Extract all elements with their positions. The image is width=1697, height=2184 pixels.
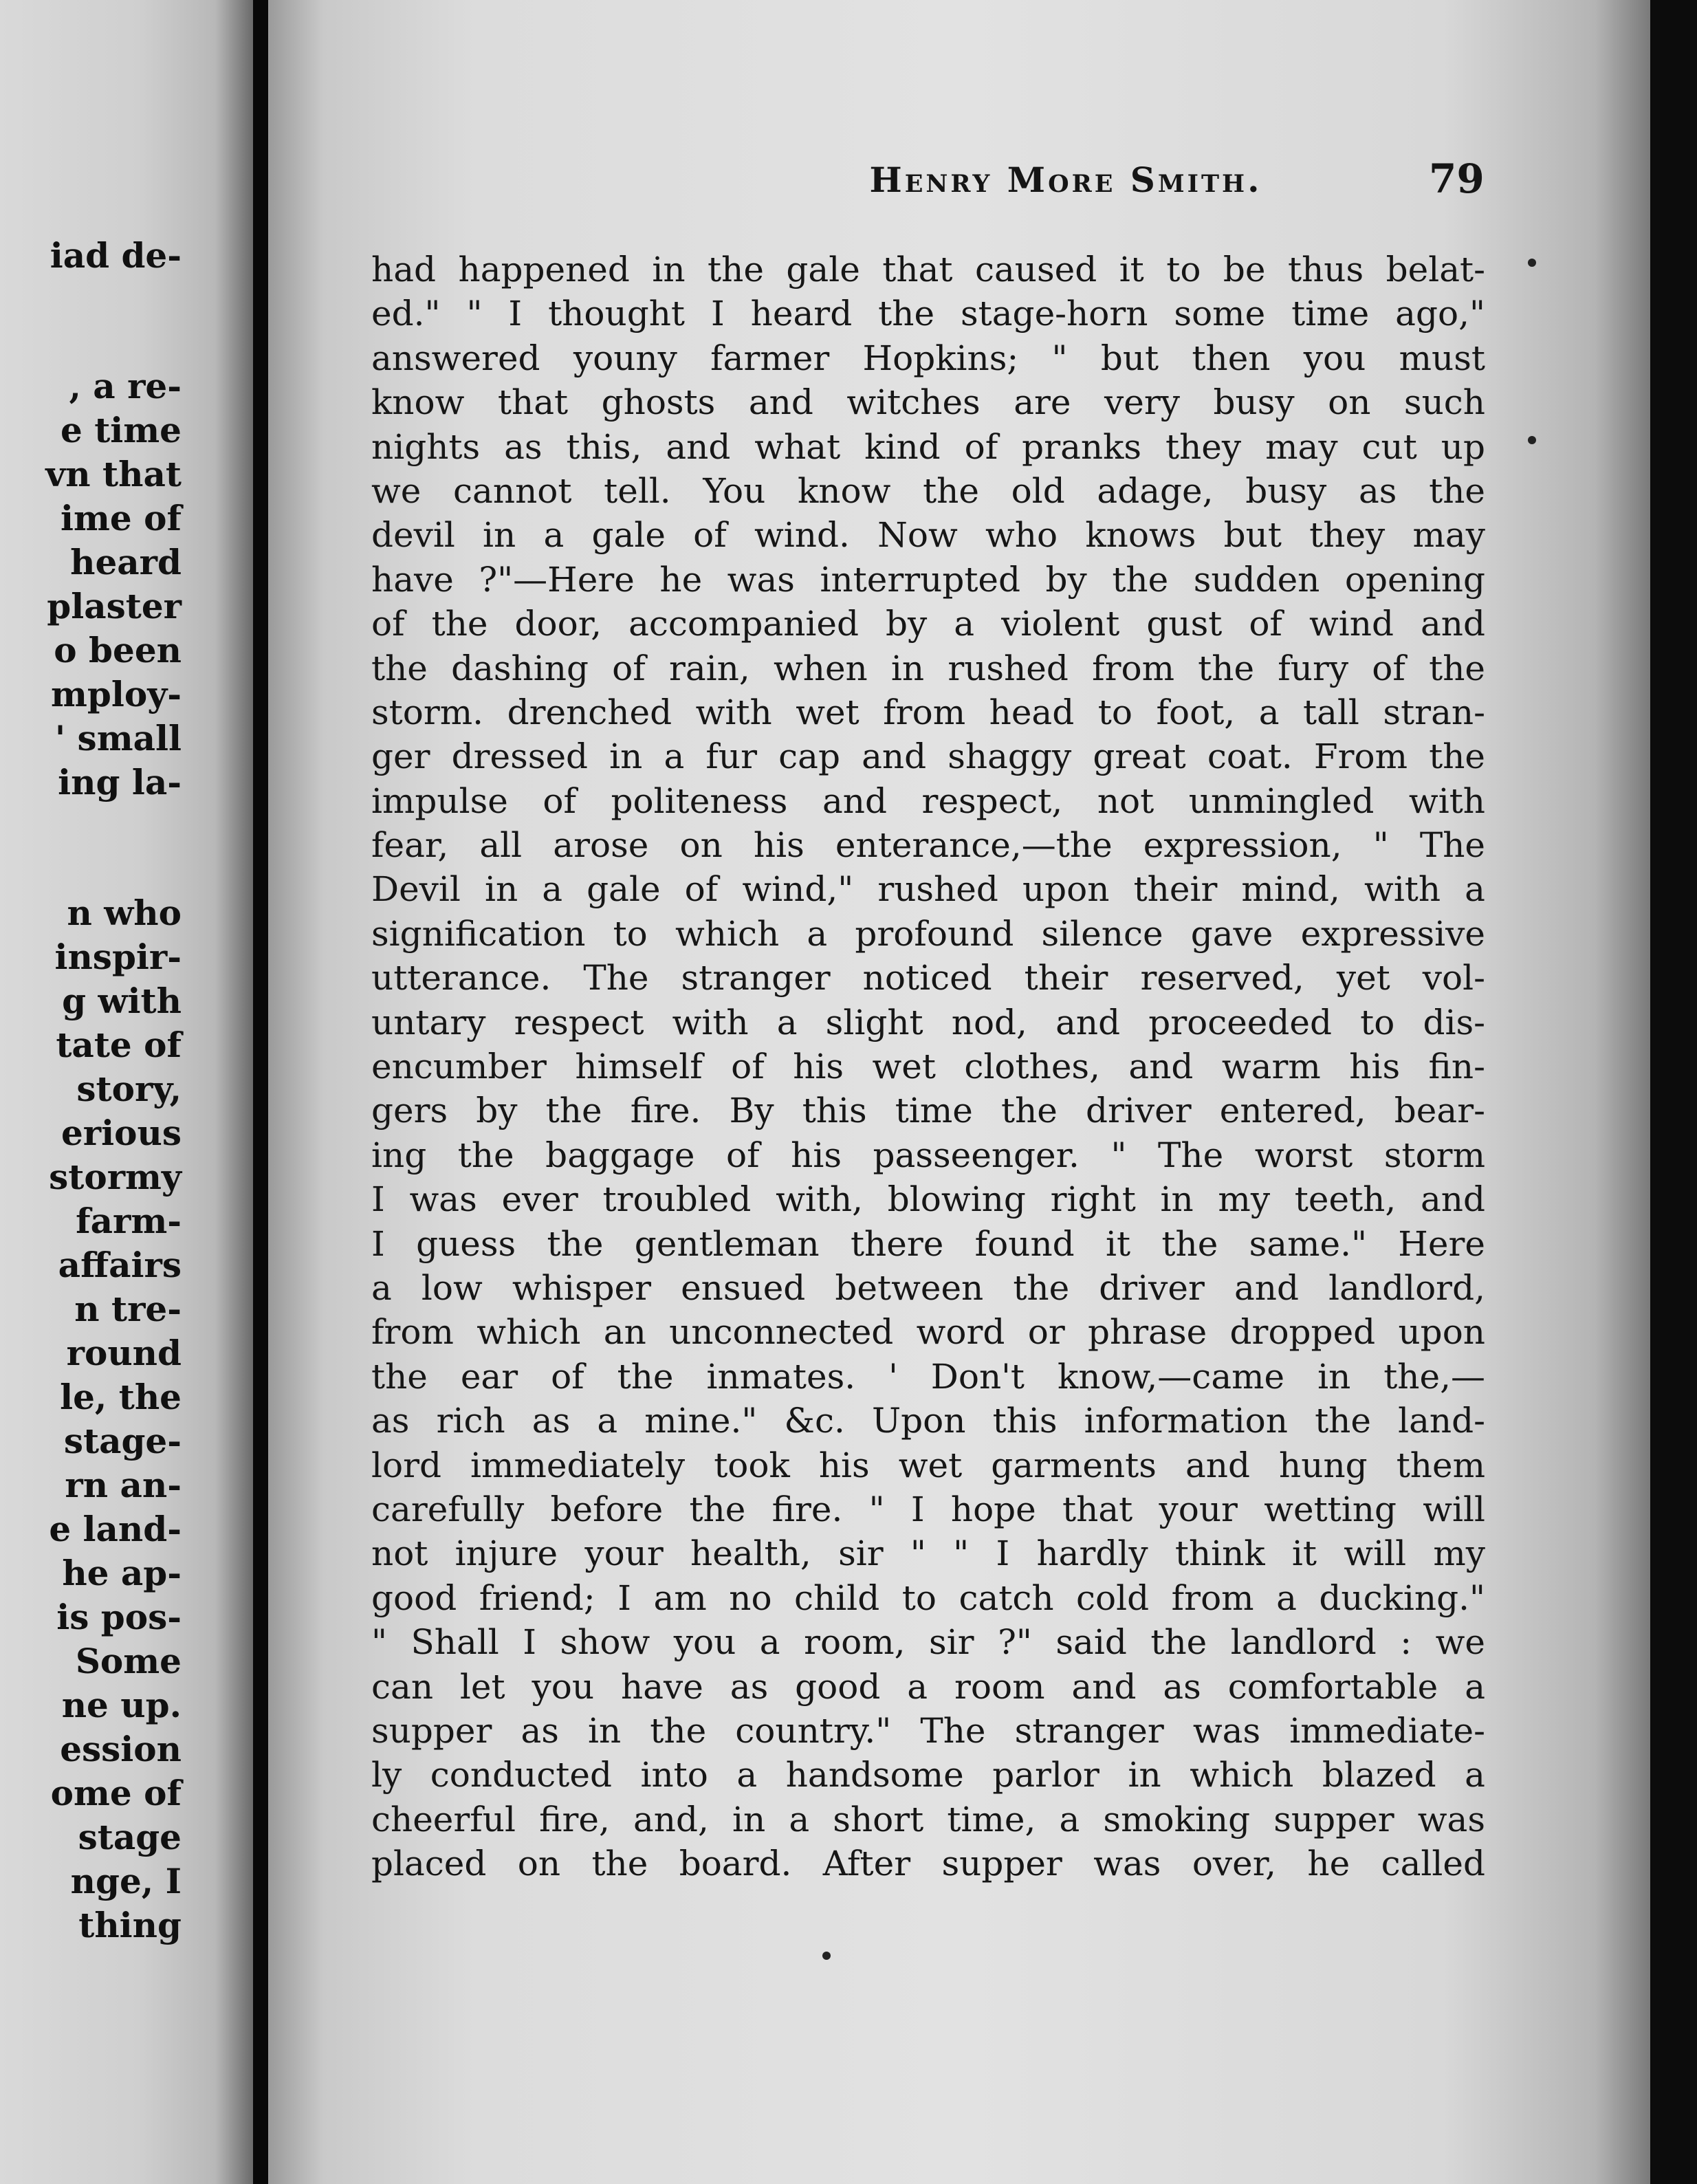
text-line: cheerful fire, and, in a short time, a smoking supper was xyxy=(371,1799,1485,1839)
right-margin-edge xyxy=(1650,0,1697,2184)
text-line: we cannot tell. You know the old adage, busy as the xyxy=(371,470,1485,511)
text-line: ed." " I thought I heard the stage-horn some time ago," xyxy=(371,294,1485,334)
left-page-line: Some xyxy=(75,1641,182,1681)
text-line: the dashing of rain, when in rushed from the fury of the xyxy=(371,648,1485,688)
ink-speck xyxy=(822,1952,831,1960)
left-page-line: le, the xyxy=(60,1377,182,1417)
left-page-line: stage xyxy=(78,1817,182,1857)
left-page-line: stormy xyxy=(49,1157,182,1197)
left-page-line: ession xyxy=(60,1729,182,1769)
text-line: Devil in a gale of wind," rushed upon their mind, with a xyxy=(371,869,1485,910)
left-page-line: tate of xyxy=(56,1025,182,1065)
text-line: answered youny farmer Hopkins; " but then you must xyxy=(371,338,1485,378)
text-line: can let you have as good a room and as comfortable a xyxy=(371,1666,1485,1707)
text-line: nights as this, and what kind of pranks they may cut up xyxy=(371,426,1485,467)
left-page-line: plaster xyxy=(47,586,182,626)
left-page-line: mploy- xyxy=(50,674,182,714)
left-page-line: is pos- xyxy=(56,1597,182,1637)
text-line: ing the baggage of his passeenger. " The worst storm xyxy=(371,1135,1485,1175)
ink-speck xyxy=(1528,436,1536,444)
ink-speck xyxy=(1528,259,1536,267)
text-line: carefully before the fire. " I hope that your wetting will xyxy=(371,1489,1485,1529)
text-line: I was ever troubled with, blowing right in my teeth, and xyxy=(371,1179,1485,1220)
text-line: utterance. The stranger noticed their reserved, yet vol- xyxy=(371,958,1485,998)
text-line: a low whisper ensued between the driver and landlord, xyxy=(371,1267,1485,1308)
text-line: had happened in the gale that caused it to be thus belat- xyxy=(371,250,1485,290)
text-line: of the door, accompanied by a violent gust of wind and xyxy=(371,604,1485,644)
text-line: the ear of the inmates. ' Don't know,—came in the,— xyxy=(371,1356,1485,1397)
left-page-line: farm- xyxy=(76,1201,182,1241)
book-gutter xyxy=(253,0,268,2184)
left-page-line: nge, I xyxy=(70,1861,182,1901)
left-page-line: vn that xyxy=(45,454,182,494)
left-page-line: round xyxy=(66,1333,182,1373)
text-line: not injure your health, sir " " I hardly think it will my xyxy=(371,1533,1485,1574)
text-line: gers by the fire. By this time the driver entered, bear- xyxy=(371,1091,1485,1131)
left-page-line: erious xyxy=(61,1113,182,1153)
text-line: encumber himself of his wet clothes, and warm his fin- xyxy=(371,1047,1485,1087)
text-line: supper as in the country." The stranger was immediate- xyxy=(371,1710,1485,1751)
previous-page-strip xyxy=(0,0,253,2184)
text-line: good friend; I am no child to catch cold from a ducking." xyxy=(371,1577,1485,1618)
left-page-line: , a re- xyxy=(69,366,182,406)
running-head: Henry More Smith. xyxy=(869,160,1262,200)
text-line: signification to which a profound silence gave expressive xyxy=(371,913,1485,954)
text-line: storm. drenched with wet from head to foot, a tall stran- xyxy=(371,692,1485,732)
left-page-line: thing xyxy=(78,1905,182,1945)
left-page-line: ome of xyxy=(50,1773,182,1813)
left-page-line: e time xyxy=(60,410,182,450)
left-page-line: ime of xyxy=(61,498,182,538)
text-line: know that ghosts and witches are very busy on such xyxy=(371,382,1485,423)
left-page-line: iad de- xyxy=(50,235,182,276)
left-page-line: he ap- xyxy=(62,1553,182,1593)
left-page-line: story, xyxy=(76,1069,182,1109)
text-line: untary respect with a slight nod, and proceeded to dis- xyxy=(371,1002,1485,1042)
left-page-line: heard xyxy=(70,542,182,582)
left-page-line: affairs xyxy=(58,1245,182,1285)
left-page-line: e land- xyxy=(49,1509,182,1549)
left-page-line: inspir- xyxy=(54,937,182,977)
left-page-line: ing la- xyxy=(58,762,182,802)
text-line: devil in a gale of wind. Now who knows but they may xyxy=(371,515,1485,556)
left-page-line: ' small xyxy=(54,718,182,758)
text-line: ly conducted into a handsome parlor in which blazed a xyxy=(371,1755,1485,1795)
text-line: I guess the gentleman there found it the same." Here xyxy=(371,1223,1485,1264)
text-line: lord immediately took his wet garments and hung them xyxy=(371,1445,1485,1485)
left-page-line: ne up. xyxy=(61,1685,182,1725)
book-page xyxy=(268,0,1650,2184)
text-line: impulse of politeness and respect, not unmingled with xyxy=(371,780,1485,821)
left-page-line: n who xyxy=(67,893,182,933)
left-page-line: n tre- xyxy=(74,1289,182,1329)
page-number: 79 xyxy=(1429,155,1485,202)
body-text xyxy=(371,248,1485,1886)
text-line: fear, all arose on his enterance,—the expression, " The xyxy=(371,825,1485,866)
text-line: have ?"—Here he was interrupted by the sudden opening xyxy=(371,559,1485,600)
text-line: as rich as a mine." &c. Upon this information the land- xyxy=(371,1401,1485,1441)
text-line: placed on the board. After supper was over, he called xyxy=(371,1844,1485,1884)
left-page-line: rn an- xyxy=(65,1465,182,1505)
text-line: from which an unconnected word or phrase dropped upon xyxy=(371,1312,1485,1353)
left-page-line: stage- xyxy=(63,1421,182,1461)
left-page-line: g with xyxy=(62,981,182,1021)
left-page-line: o been xyxy=(54,630,182,670)
text-line: " Shall I show you a room, sir ?" said the landlord : we xyxy=(371,1622,1485,1663)
text-line: ger dressed in a fur cap and shaggy great coat. From the xyxy=(371,736,1485,777)
